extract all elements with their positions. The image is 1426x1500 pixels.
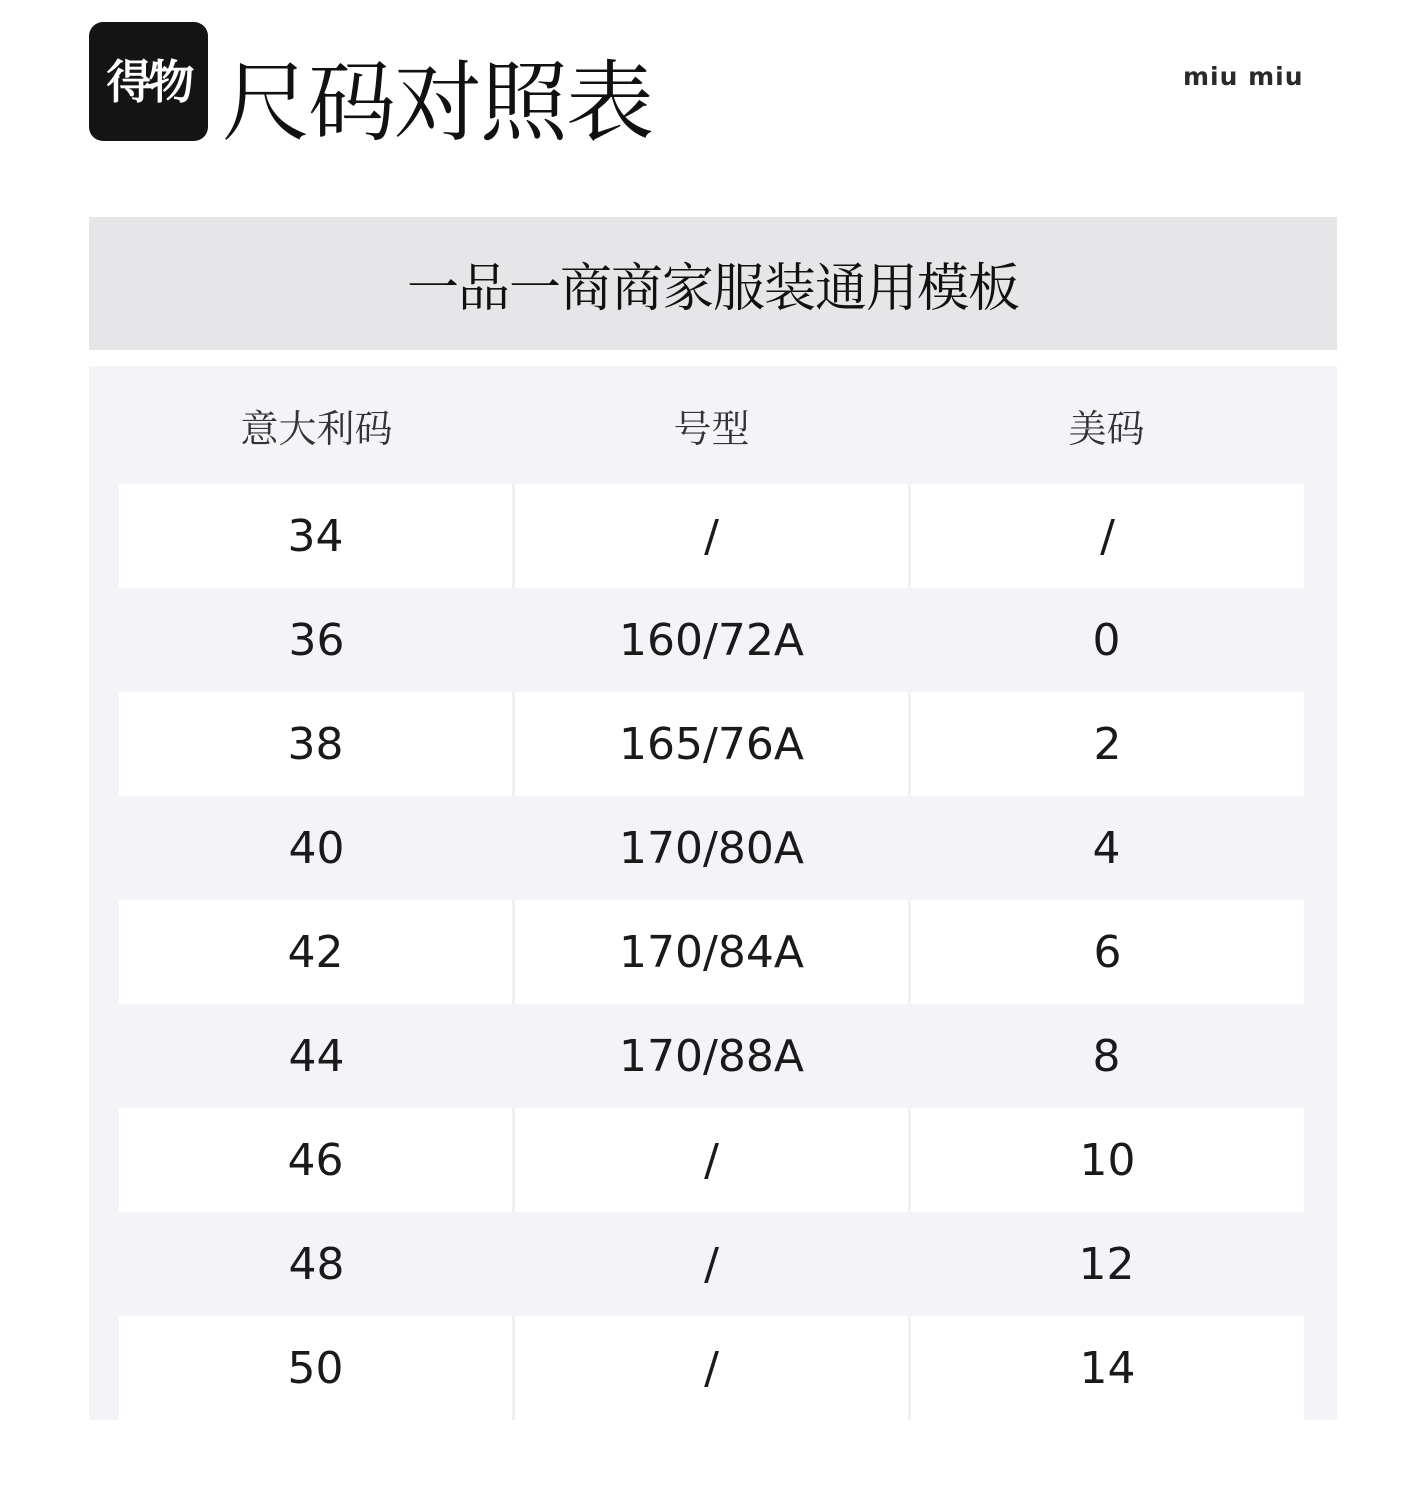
cn-size-cell: 160/72A xyxy=(619,614,804,666)
italian-size-cell: 46 xyxy=(119,1108,512,1212)
table-row xyxy=(119,1004,1304,1108)
banner-text: 一品一商商家服装通用模板 xyxy=(406,259,1019,319)
column-header-italian-size: 意大利码 xyxy=(240,406,393,451)
us-size-cell: 4 xyxy=(1092,822,1121,874)
cn-size-cell: / xyxy=(512,1108,908,1212)
cn-size-cell: 170/80A xyxy=(619,822,804,874)
us-size-cell: 10 xyxy=(908,1108,1304,1212)
us-size-cell: 2 xyxy=(908,692,1304,796)
brand-logo: miu miu xyxy=(1183,62,1304,91)
size-table xyxy=(89,366,1337,1420)
table-row xyxy=(119,484,1304,588)
template-banner xyxy=(89,217,1337,350)
cn-size-cell: 170/88A xyxy=(619,1030,804,1082)
us-size-cell: / xyxy=(908,484,1304,588)
italian-size-cell: 42 xyxy=(119,900,512,1004)
us-size-cell: 6 xyxy=(908,900,1304,1004)
table-row xyxy=(119,692,1304,796)
table-row xyxy=(119,900,1304,1004)
cn-size-cell: / xyxy=(512,484,908,588)
cn-size-cell: 170/84A xyxy=(512,900,908,1004)
italian-size-cell: 40 xyxy=(288,822,345,874)
italian-size-cell: 36 xyxy=(288,614,345,666)
cn-size-cell: / xyxy=(512,1316,908,1420)
cn-size-cell: 165/76A xyxy=(512,692,908,796)
table-row xyxy=(119,1316,1304,1420)
table-row xyxy=(119,1108,1304,1212)
us-size-cell: 8 xyxy=(1092,1030,1121,1082)
column-header-us-size: 美码 xyxy=(1068,406,1145,451)
table-body xyxy=(119,484,1304,1420)
italian-size-cell: 50 xyxy=(119,1316,512,1420)
italian-size-cell: 38 xyxy=(119,692,512,796)
column-header-cn-size: 号型 xyxy=(673,406,750,451)
us-size-cell: 0 xyxy=(1092,614,1121,666)
page-title: 尺码对照表 xyxy=(222,51,653,154)
us-size-cell: 14 xyxy=(908,1316,1304,1420)
us-size-cell: 12 xyxy=(1078,1238,1135,1290)
table-header xyxy=(119,366,1304,484)
table-row xyxy=(119,588,1304,692)
italian-size-cell: 34 xyxy=(119,484,512,588)
italian-size-cell: 48 xyxy=(288,1238,345,1290)
logo-text: 得物 xyxy=(106,54,191,109)
app-logo xyxy=(89,22,208,141)
cn-size-cell: / xyxy=(704,1238,719,1290)
italian-size-cell: 44 xyxy=(288,1030,345,1082)
table-row xyxy=(119,1212,1304,1316)
table-row xyxy=(119,796,1304,900)
